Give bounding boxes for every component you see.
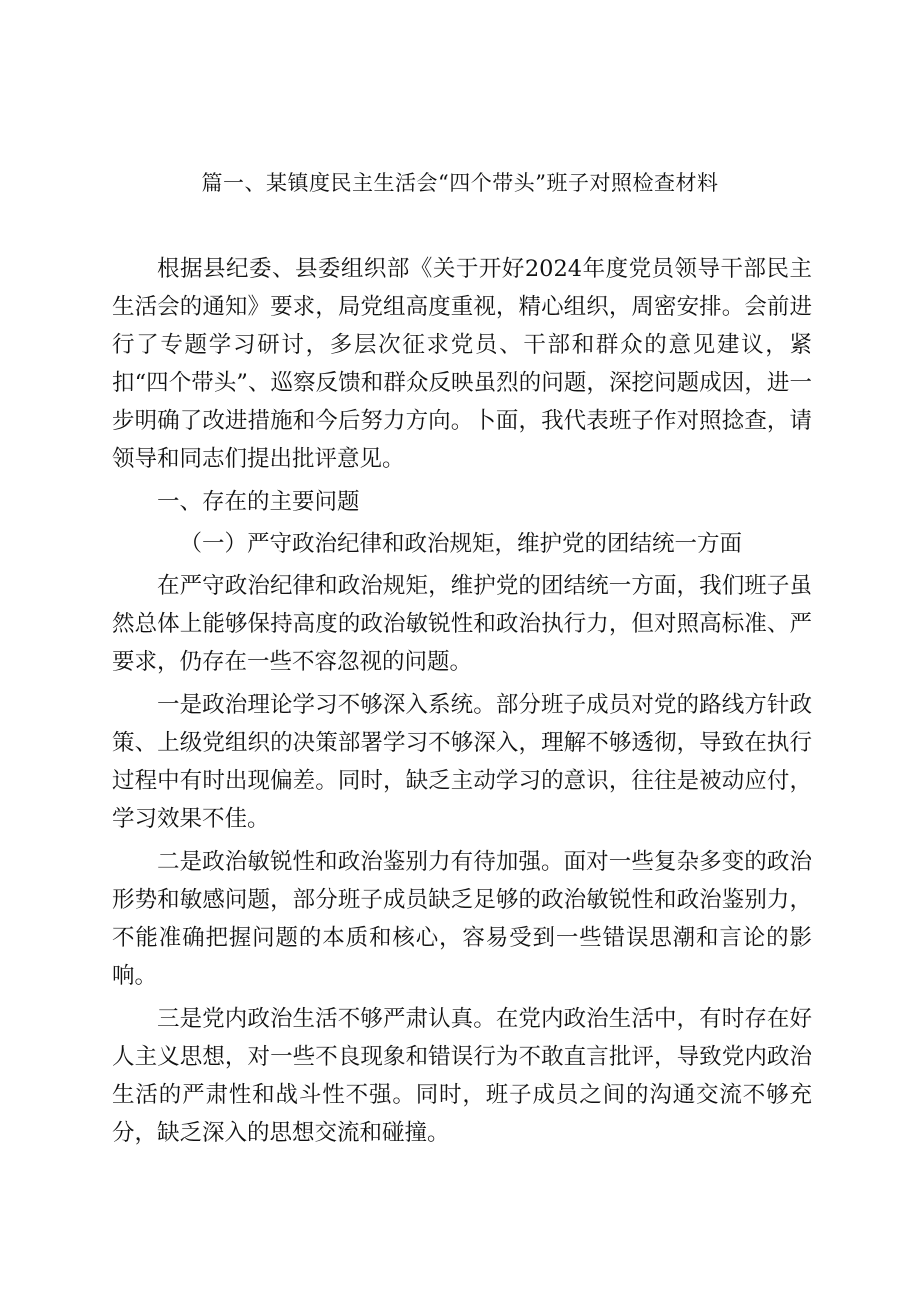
intro-paragraph: 根据县纪委、县委组织部《关于开好2024年度党员领导干部民主生活会的通知》要求，局党组高度重视，精心组织，周密安排。会前进行了专题学习研讨，多层次征求党员、干部和群众的意见建议，紧扣“四个带头”、巡察反馈和群众反映虽烈的问题，深挖问题成因，进一步明确了改进措施和今后努力方向。卜面，我代表班子作对照捻查，请领导和同志们提出批评意见。 xyxy=(112,256,812,472)
issue-paragraph-2: 二是政治敏锐性和政治鉴别力有待加强。面对一些复杂多变的政治形势和敏感问题，部分班子成员缺乏足够的政治敏锐性和政治鉴别力，不能准确把握问题的本质和核心，容易受到一些错误思潮和言论的影响。 xyxy=(112,849,812,989)
document-body xyxy=(112,250,812,1157)
issue-paragraph-1: 一是政治理论学习不够深入系统。部分班子成员对党的路线方针政策、上级党组织的决策部署学习不够深入，理解不够透彻，导致在执行过程中有时出现偏差。同时，缺乏主动学习的意识，往往是被动应付，学习效果不佳。 xyxy=(112,692,812,832)
document-title: 篇一、某镇度民主生活会“四个带头”班子对照检查材料 xyxy=(201,171,719,195)
overview-paragraph: 在严守政治纪律和政治规矩，维护党的团结统一方面，我们班子虽然总体上能够保持高度的政治敏锐性和政治执行力，但对照高标准、严要求，仍存在一些不容忽视的问题。 xyxy=(112,573,812,675)
subsection-heading: （一）严守政治纪律和政治规矩，维护党的团结统一方面 xyxy=(179,531,743,557)
section-heading: 一、存在的主要问题 xyxy=(157,489,360,515)
issue-paragraph-3: 三是党内政治生活不够严肃认真。在党内政治生活中，有时存在好人主义思想，对一些不良现象和错误行为不敢直言批评，导致党内政治生活的严肃性和战斗性不强。同时，班子成员之间的沟通交流不够充分，缺乏深入的思想交流和碰撞。 xyxy=(112,1006,812,1146)
